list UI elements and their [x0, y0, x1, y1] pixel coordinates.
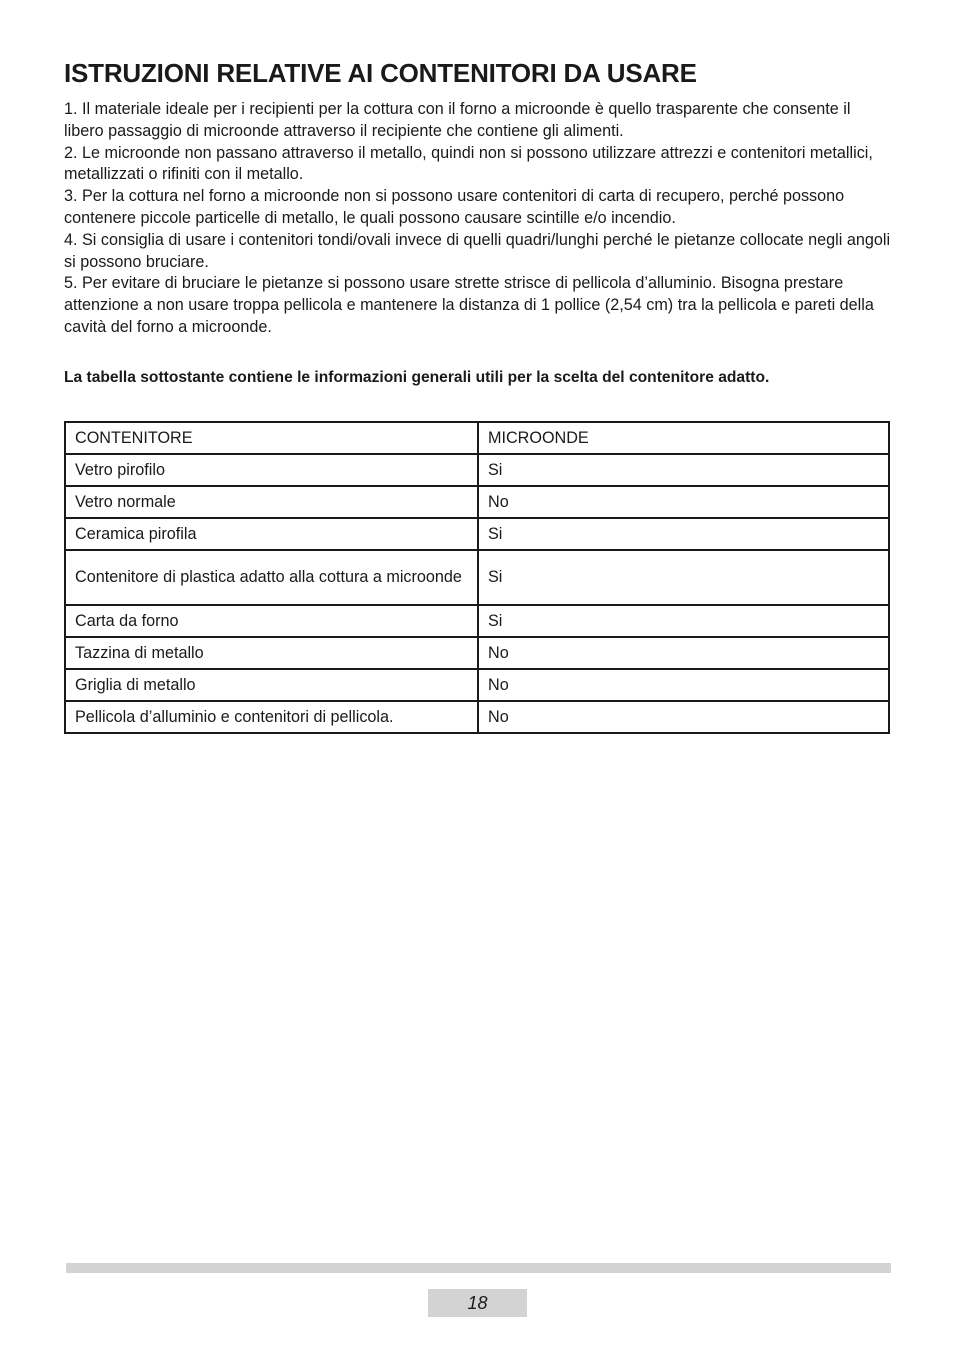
page-number: 18 — [428, 1289, 527, 1317]
table-cell-microwave: Si — [478, 454, 889, 486]
table-cell-microwave: No — [478, 701, 889, 733]
containers-table — [64, 421, 890, 734]
table-cell-container: Vetro normale — [65, 486, 478, 518]
instructions-list — [64, 99, 894, 339]
table-cell-microwave: Si — [478, 550, 889, 605]
table-intro: La tabella sottostante contiene le informazioni generali utili per la scelta del contenitore adatto. — [64, 369, 770, 386]
instruction-item: 3. Per la cottura nel forno a microonde non si possono usare contenitori di carta di recupero, perché possono contenere piccole particelle di metallo, le quali possono causare scintille e/o incendio. — [64, 187, 845, 227]
table-header-row — [65, 422, 889, 454]
table-cell-container: Contenitore di plastica adatto alla cottura a microonde — [65, 550, 478, 605]
instruction-item: 4. Si consiglia di usare i contenitori tondi/ovali invece di quelli quadri/lunghi perché le pietanze collocate negli angoli si possono bruciare. — [64, 230, 891, 271]
table-header-cell: MICROONDE — [478, 422, 889, 454]
table-header-cell: CONTENITORE — [65, 422, 478, 454]
table-row — [65, 550, 889, 605]
instruction-item: 1. Il materiale ideale per i recipienti per la cottura con il forno a microonde è quello trasparente che consente il libero passaggio di microonde attraverso il recipiente che contiene gli alimenti. — [64, 100, 851, 140]
table-cell-microwave: No — [478, 486, 889, 518]
table-cell-container: Tazzina di metallo — [65, 637, 478, 669]
table-cell-microwave: No — [478, 669, 889, 701]
table-cell-container: Ceramica pirofila — [65, 518, 478, 550]
instruction-item: 2. Le microonde non passano attraverso il metallo, quindi non si possono utilizzare attrezzi e contenitori metallici, metallizzati o rifiniti con il metallo. — [64, 143, 873, 184]
table-cell-microwave: Si — [478, 518, 889, 550]
table-row — [65, 669, 889, 701]
table-row — [65, 701, 889, 733]
table-row — [65, 518, 889, 550]
table-row — [65, 637, 889, 669]
table-row — [65, 605, 889, 637]
table-cell-container: Vetro pirofilo — [65, 454, 478, 486]
table-cell-container: Carta da forno — [65, 605, 478, 637]
footer-divider — [66, 1263, 891, 1273]
table-cell-container: Griglia di metallo — [65, 669, 478, 701]
table-cell-microwave: No — [478, 637, 889, 669]
table-cell-microwave: Si — [478, 605, 889, 637]
page-title: ISTRUZIONI RELATIVE AI CONTENITORI DA USARE — [64, 58, 697, 88]
table-cell-container: Pellicola d’alluminio e contenitori di pellicola. — [65, 701, 478, 733]
table-row — [65, 486, 889, 518]
instruction-item: 5. Per evitare di bruciare le pietanze si possono usare strette strisce di pellicola d’alluminio. Bisogna prestare attenzione a non usare troppa pellicola e mantenere la distanza di 1 pollice (2,54 cm) tra la pellicola e pareti della cavità del forno a microonde. — [64, 274, 874, 336]
table-row — [65, 454, 889, 486]
